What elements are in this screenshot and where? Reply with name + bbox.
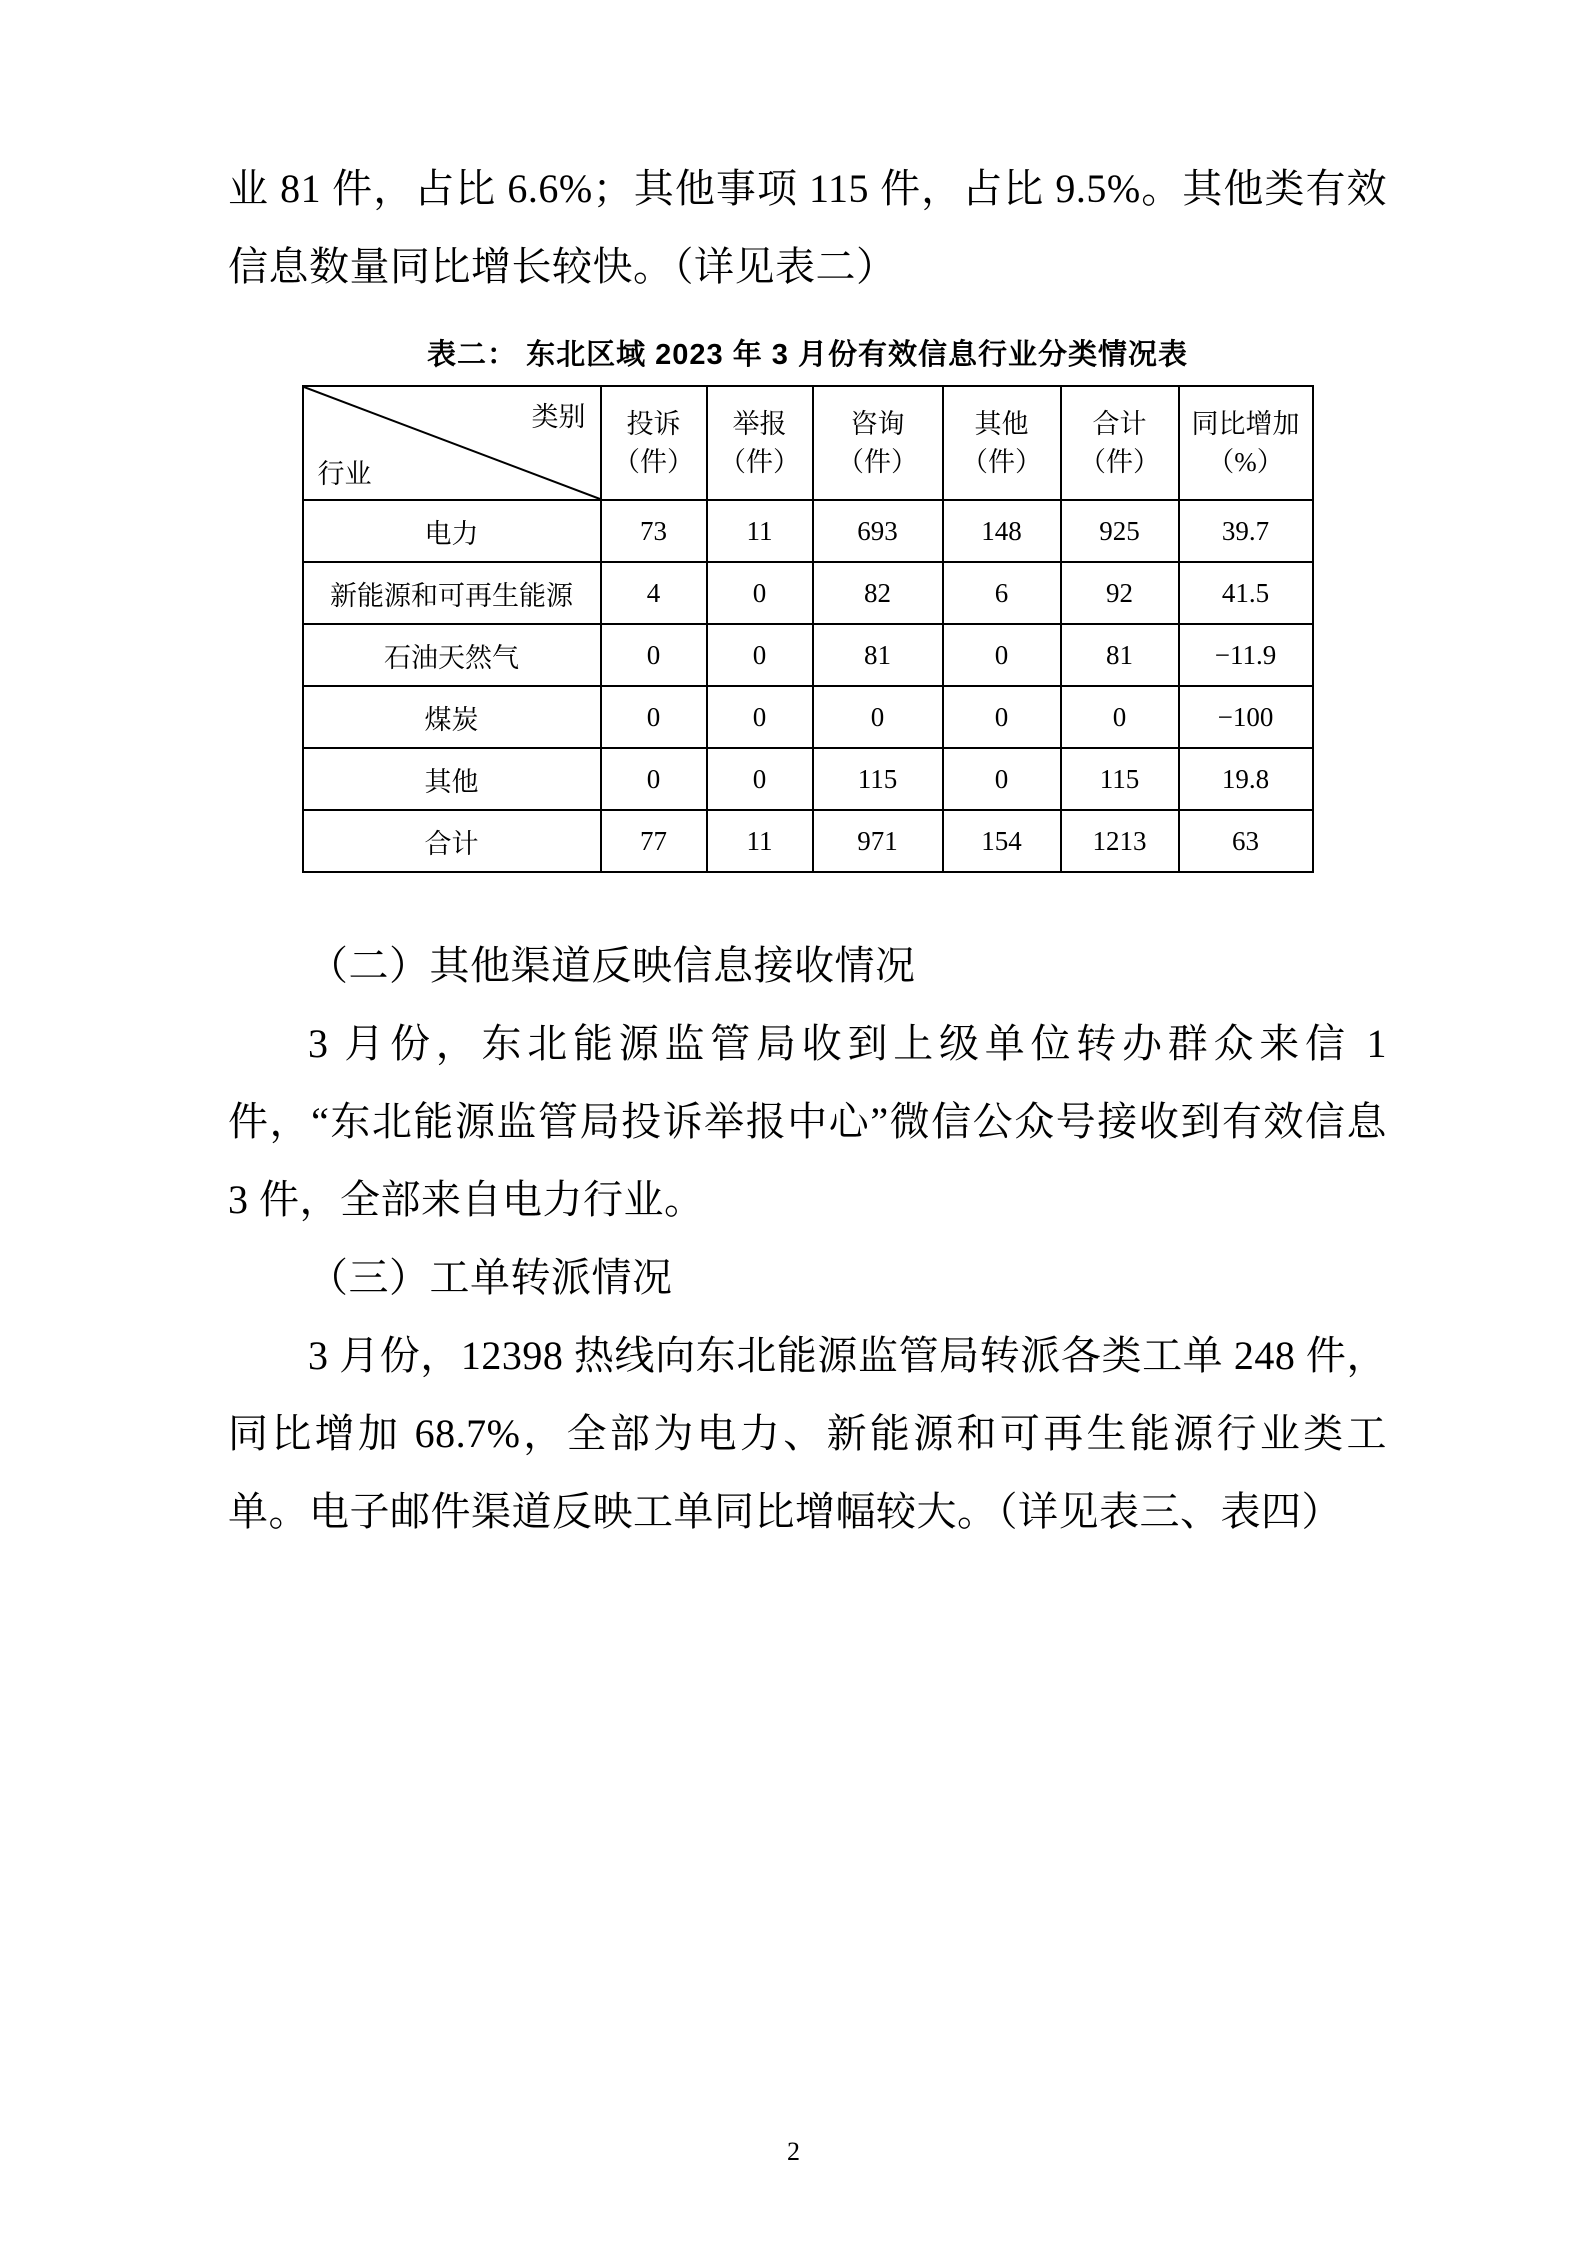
cell-value: 0 <box>601 624 707 686</box>
row-label: 电力 <box>303 500 601 562</box>
column-header-other <box>943 386 1061 500</box>
row-label: 新能源和可再生能源 <box>303 562 601 624</box>
cell-value: 0 <box>707 562 813 624</box>
cell-value: −11.9 <box>1179 624 1313 686</box>
cell-value: 81 <box>813 624 943 686</box>
paragraph-intro: 业 81 件，占比 6.6%；其他事项 115 件，占比 9.5%。其他类有效信息数量同比增长较快。（详见表二） <box>228 166 1387 289</box>
column-header-consult-line1: 咨询 <box>850 409 905 439</box>
column-header-yoy <box>1179 386 1313 500</box>
cell-value: 0 <box>601 686 707 748</box>
column-header-consult-line2: （件） <box>837 447 918 477</box>
cell-value: 82 <box>813 562 943 624</box>
cell-value: 4 <box>601 562 707 624</box>
spacer <box>228 873 1387 927</box>
column-header-complaint-line1: 投诉 <box>626 409 681 439</box>
column-header-consult <box>813 386 943 500</box>
column-header-complaint-line2: （件） <box>613 447 694 477</box>
row-label: 石油天然气 <box>303 624 601 686</box>
table-row <box>303 624 1313 686</box>
section-heading-three: （三）工单转派情况 <box>308 1255 673 1300</box>
cell-value: 41.5 <box>1179 562 1313 624</box>
table-row <box>303 748 1313 810</box>
row-label: 煤炭 <box>303 686 601 748</box>
cell-value: 11 <box>707 500 813 562</box>
cell-value: 39.7 <box>1179 500 1313 562</box>
cell-value: 63 <box>1179 810 1313 872</box>
cell-value: 77 <box>601 810 707 872</box>
page-number: 2 <box>787 2137 800 2166</box>
cell-value: 6 <box>943 562 1061 624</box>
cell-value: 73 <box>601 500 707 562</box>
corner-industry-label: 行业 <box>317 459 372 489</box>
cell-value: 971 <box>813 810 943 872</box>
column-header-total-line1: 合计 <box>1092 409 1147 439</box>
cell-value: 0 <box>813 686 943 748</box>
table-caption: 表二： 东北区域 2023 年 3 月份有效信息行业分类情况表 <box>427 339 1188 371</box>
cell-value: 0 <box>707 686 813 748</box>
row-label: 合计 <box>303 810 601 872</box>
cell-value: 19.8 <box>1179 748 1313 810</box>
column-header-total-line2: （件） <box>1079 447 1160 477</box>
cell-value: 693 <box>813 500 943 562</box>
column-header-yoy-line1: 同比增加 <box>1191 409 1300 439</box>
cell-value: 148 <box>943 500 1061 562</box>
cell-value: 11 <box>707 810 813 872</box>
cell-value: 0 <box>601 748 707 810</box>
corner-category-label: 类别 <box>531 402 586 432</box>
column-header-report-line2: （件） <box>719 447 800 477</box>
column-header-other-line2: （件） <box>961 447 1042 477</box>
cell-value: 0 <box>1061 686 1179 748</box>
table-row <box>303 500 1313 562</box>
cell-value: 115 <box>1061 748 1179 810</box>
column-header-complaint <box>601 386 707 500</box>
column-header-report-line1: 举报 <box>732 409 787 439</box>
row-label: 其他 <box>303 748 601 810</box>
column-header-total <box>1061 386 1179 500</box>
cell-value: 0 <box>707 748 813 810</box>
cell-value: 154 <box>943 810 1061 872</box>
table-row <box>303 686 1313 748</box>
table-row <box>303 562 1313 624</box>
table-header-row <box>303 386 1313 500</box>
column-header-yoy-line2: （%） <box>1207 447 1284 477</box>
paragraph-work-orders: 3 月份，12398 热线向东北能源监管局转派各类工单 248 件，同比增加 68.7%，全部为电力、新能源和可再生能源行业类工单。电子邮件渠道反映工单同比增幅较大。（详见表三、表四） <box>228 1333 1387 1534</box>
cell-value: 92 <box>1061 562 1179 624</box>
section-heading-two: （二）其他渠道反映信息接收情况 <box>308 943 916 988</box>
industry-classification-table <box>302 385 1314 873</box>
cell-value: −100 <box>1179 686 1313 748</box>
cell-value: 81 <box>1061 624 1179 686</box>
column-header-report <box>707 386 813 500</box>
cell-value: 0 <box>707 624 813 686</box>
cell-value: 925 <box>1061 500 1179 562</box>
cell-value: 0 <box>943 748 1061 810</box>
cell-value: 1213 <box>1061 810 1179 872</box>
cell-value: 0 <box>943 686 1061 748</box>
cell-value: 115 <box>813 748 943 810</box>
table-row <box>303 810 1313 872</box>
paragraph-other-channels: 3 月份，东北能源监管局收到上级单位转办群众来信 1 件，“东北能源监管局投诉举报中心”微信公众号接收到有效信息 3 件，全部来自电力行业。 <box>228 1021 1387 1222</box>
column-header-other-line1: 其他 <box>974 409 1029 439</box>
cell-value: 0 <box>943 624 1061 686</box>
table-corner-cell <box>303 386 601 500</box>
